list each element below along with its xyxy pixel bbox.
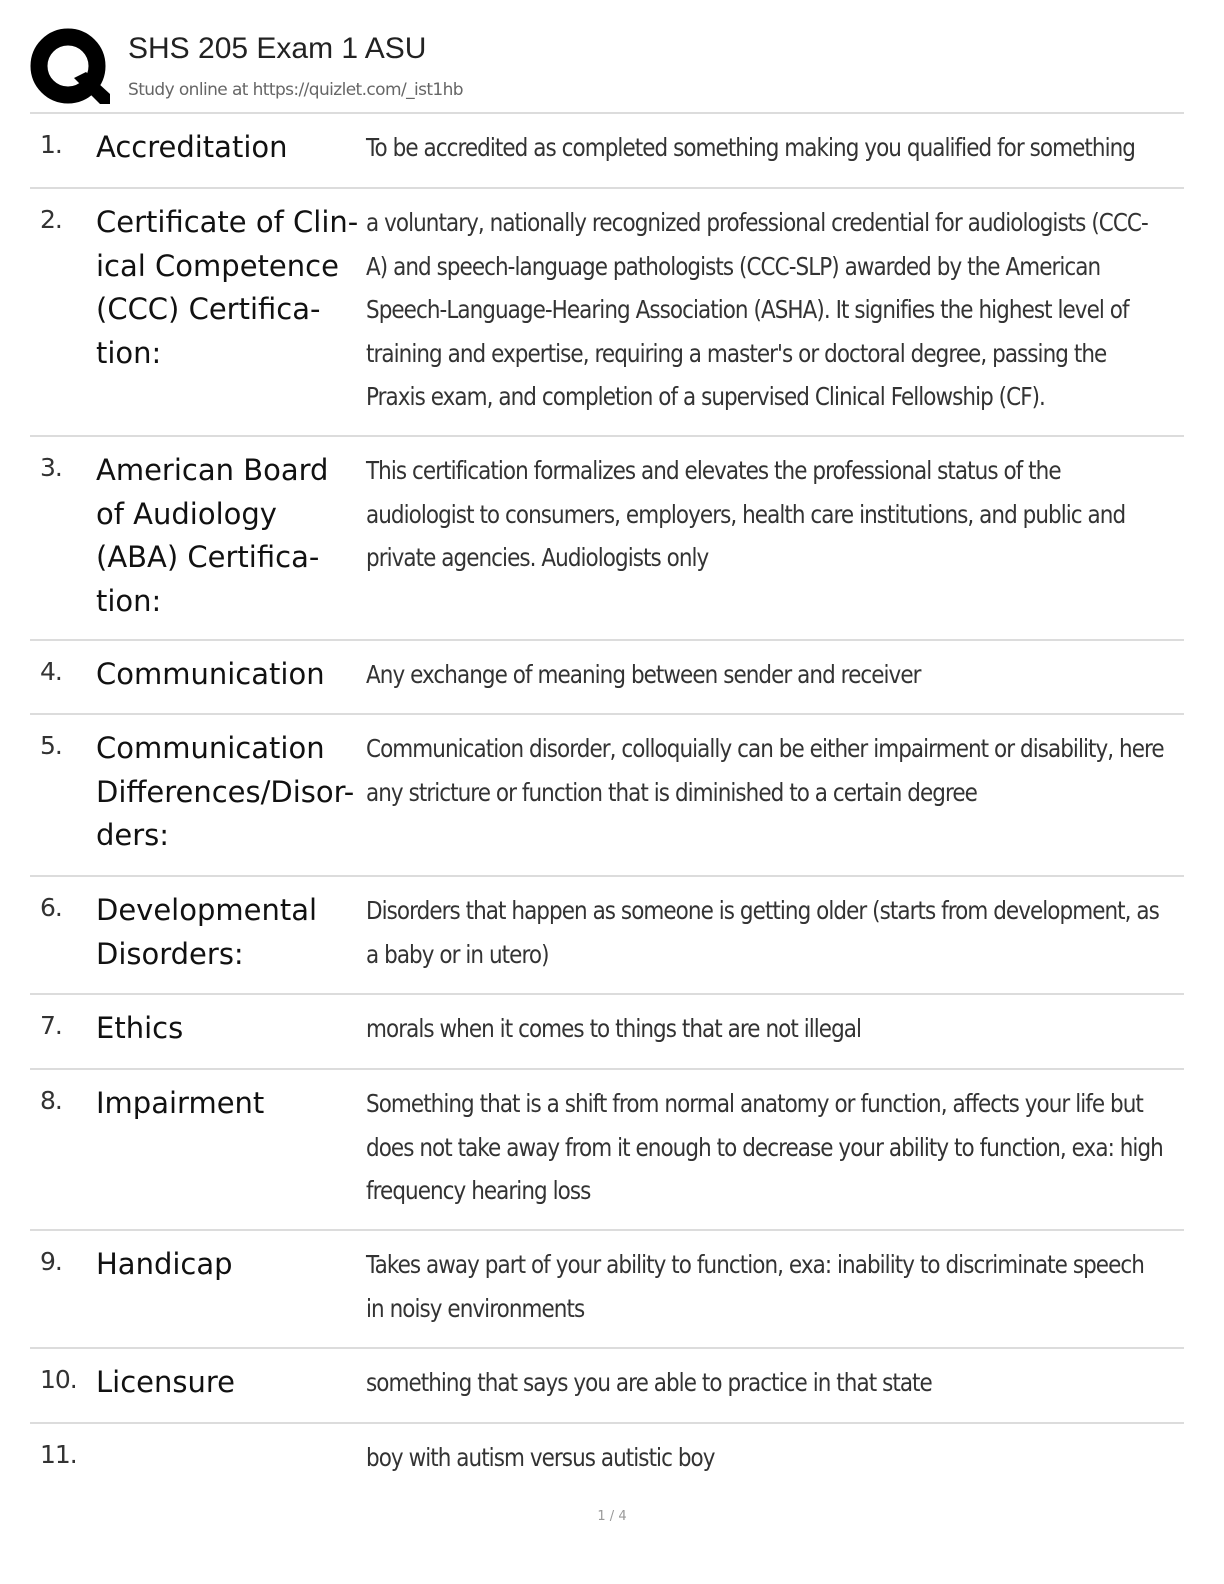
term-number: 10.	[40, 1365, 77, 1394]
term-row	[30, 1070, 1184, 1231]
term-number: 11.	[40, 1440, 77, 1469]
term-text: Developmental Disorders:	[96, 893, 318, 971]
page-number: 1 / 4	[597, 1509, 627, 1524]
term-row	[30, 641, 1184, 715]
term-number: 1.	[40, 130, 62, 159]
definition-text: Communication disorder, colloquially can be either impairment or disability, here any stricture or function that is diminished to a certain degree	[366, 734, 1164, 807]
quizlet-logo-icon	[30, 28, 110, 108]
definition-text: morals when it comes to things that are not illegal	[366, 1014, 862, 1043]
page-header	[30, 28, 1184, 114]
definition-text: something that says you are able to practice in that state	[366, 1368, 932, 1397]
definition-text: This certification formalizes and elevates the professional status of the audiologist to consumers, employers, health care institutions, and public and private agencies. Audiologists only	[366, 456, 1126, 572]
study-link[interactable]: Study online at https://quizlet.com/_ist1hb	[128, 80, 463, 100]
term-number: 3.	[40, 453, 62, 482]
term-text: Impairment	[96, 1086, 265, 1120]
term-number: 2.	[40, 205, 62, 234]
term-text: Accreditation	[96, 130, 288, 164]
term-row	[30, 715, 1184, 877]
term-row	[30, 437, 1184, 641]
term-text: Certificate of Clin- ical Competence (CCC) Certifica- tion:	[96, 205, 359, 370]
term-number: 7.	[40, 1011, 62, 1040]
term-text: Ethics	[96, 1011, 184, 1045]
term-row	[30, 877, 1184, 995]
term-row	[30, 1231, 1184, 1349]
term-number: 4.	[40, 657, 62, 686]
term-row	[30, 1349, 1184, 1424]
term-row	[30, 995, 1184, 1070]
term-text: Licensure	[96, 1365, 235, 1399]
definition-text: Something that is a shift from normal anatomy or function, affects your life but does not take away from it enough to decrease your ability to function, exa: high frequency hearing loss	[366, 1089, 1163, 1205]
term-number: 6.	[40, 893, 62, 922]
term-text: Communication Differences/Disor- ders:	[96, 731, 355, 852]
term-number: 8.	[40, 1086, 62, 1115]
definition-text: Disorders that happen as someone is getting older (starts from development, as a baby or in utero)	[366, 896, 1159, 969]
term-list	[30, 114, 1184, 1499]
term-number: 9.	[40, 1247, 62, 1276]
definition-text: Any exchange of meaning between sender and receiver	[366, 660, 921, 689]
term-text: Handicap	[96, 1247, 233, 1281]
term-row	[30, 1424, 1184, 1499]
definition-text: a voluntary, nationally recognized professional credential for audiologists (CCC-A) and speech-language pathologists (CCC-SLP) awarded by the American Speech-Language-Hearing Association (ASHA). It signifies the highest level of training and expertise, requiring a master's or doctoral degree, passing the Praxis exam, and completion of a supervised Clinical Fellowship (CF).	[366, 208, 1148, 411]
definition-text: To be accredited as completed something making you qualified for something	[366, 133, 1136, 162]
term-row	[30, 114, 1184, 189]
term-number: 5.	[40, 731, 62, 760]
term-row	[30, 189, 1184, 437]
term-text: American Board of Audiology (ABA) Certifica- tion:	[96, 453, 329, 618]
page-title: SHS 205 Exam 1 ASU	[128, 32, 427, 65]
definition-text: Takes away part of your ability to function, exa: inability to discriminate speech in noisy environments	[366, 1250, 1144, 1323]
term-text: Communication	[96, 657, 325, 691]
definition-text: boy with autism versus autistic boy	[366, 1443, 715, 1472]
